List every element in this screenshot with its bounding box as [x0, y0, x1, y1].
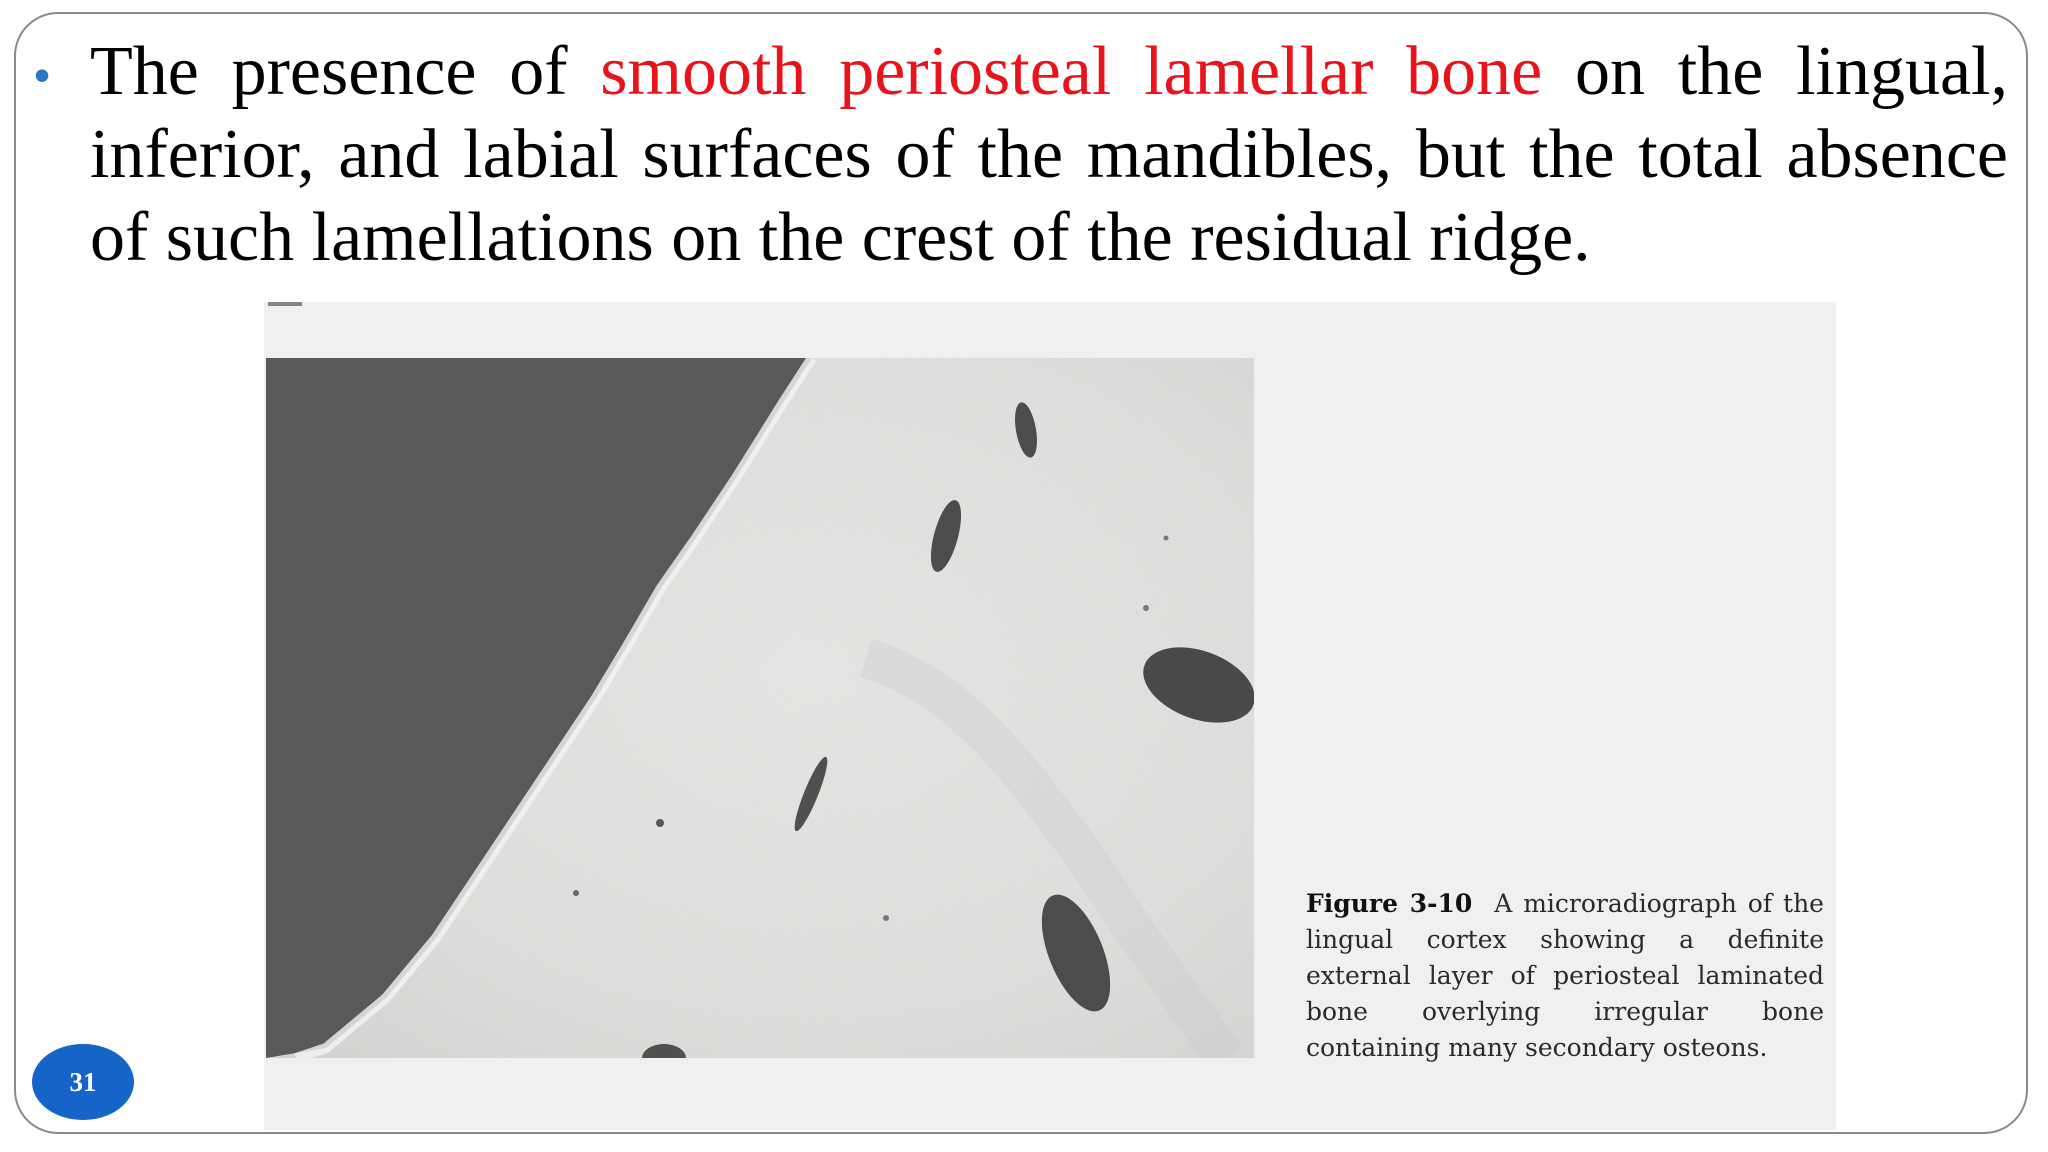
- microradiograph-image: [266, 358, 1254, 1058]
- page-number: 31: [69, 1066, 97, 1097]
- figure-caption: [1306, 886, 1824, 1066]
- figure: [264, 302, 1836, 1130]
- bullet-text-highlight: smooth periosteal lamellar bone: [600, 33, 1543, 110]
- bullet-point: [34, 30, 2014, 279]
- bullet-icon: •: [34, 49, 51, 101]
- bullet-text-start: The presence of: [90, 33, 601, 110]
- bullet-text-end: on the lingual, inferior, and labial surfaces of the mandibles, but the total absence of such lamellations on the crest of the residual ridge.: [90, 33, 2009, 276]
- figure-caption-text: A microradiograph of the lingual cortex showing a definite external layer of periosteal laminated bone overlying irregular bone containing many secondary osteons.: [1306, 889, 1824, 1062]
- figure-caption-label: Figure 3-10: [1306, 889, 1473, 918]
- page-number-badge: [32, 1044, 134, 1120]
- bullet-text: [90, 30, 2008, 279]
- scan-artifact-mark: [268, 302, 302, 306]
